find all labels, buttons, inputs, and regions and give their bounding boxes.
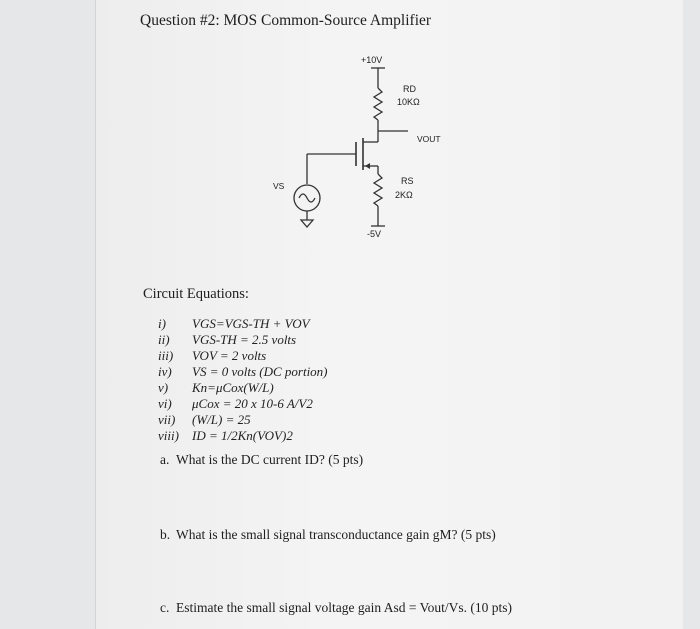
rs-resistor-symbol <box>374 174 382 206</box>
rd-resistor-symbol <box>374 88 382 120</box>
equation-line: ii) VGS-TH = 2.5 volts <box>158 332 297 347</box>
supply-positive-label: +10V <box>361 55 383 65</box>
equation-line: iii) VOV = 2 volts <box>158 348 267 363</box>
equation-line: vii) (W/L) = 25 <box>158 412 251 427</box>
sine-wave-icon <box>299 194 315 202</box>
common-source-circuit <box>255 50 455 240</box>
question-c: c. Estimate the small signal voltage gain Asd = Vout/Vs. (10 pts) <box>160 600 512 615</box>
vout-label: VOUT <box>417 134 441 144</box>
vs-label: VS <box>273 181 285 191</box>
equation-line: vi) μCox = 20 x 10-6 A/V2 <box>158 396 313 411</box>
equation-line: i) VGS=VGS-TH + VOV <box>158 316 310 331</box>
rd-name: RD <box>403 84 416 94</box>
question-a: a. What is the DC current ID? (5 pts) <box>160 452 364 467</box>
equation-line: v) Kn=μCox(W/L) <box>158 380 274 395</box>
rs-value: 2KΩ <box>395 190 413 200</box>
ground-icon <box>301 220 313 227</box>
question-b: b. What is the small signal transconductance gain gM? (5 pts) <box>160 527 496 542</box>
equations-heading: Circuit Equations: <box>143 286 249 302</box>
question-title: Question #2: MOS Common-Source Amplifier <box>140 12 432 29</box>
mosfet-arrow-icon <box>365 163 370 169</box>
equation-line: viii) ID = 1/2Kn(VOV)2 <box>158 428 293 443</box>
supply-negative-label: -5V <box>367 229 382 239</box>
equation-line: iv) VS = 0 volts (DC portion) <box>158 364 328 379</box>
rd-value: 10KΩ <box>397 97 420 107</box>
rs-name: RS <box>401 176 414 186</box>
